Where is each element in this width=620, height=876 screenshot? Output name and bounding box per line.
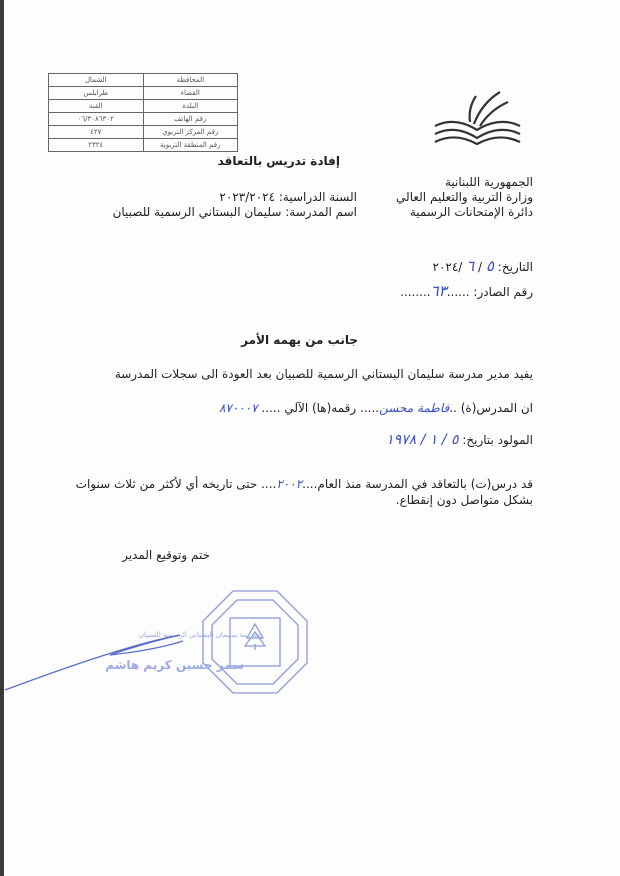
date-line: التاريخ: ٥ / ٦ /٢٠٢٤ [432, 257, 533, 275]
cell-value: ٢٣٢٤ [49, 139, 144, 152]
table-row [49, 100, 238, 113]
issue-label: رقم الصادر: [473, 285, 533, 299]
school-year [219, 190, 357, 204]
header-department: دائرة الإمتحانات الرسمية [409, 205, 533, 219]
body-last-line: بشكل متواصل دون إنقطاع. [395, 493, 533, 507]
date-label: التاريخ: [497, 260, 533, 274]
school-value: سليمان البستاني الرسمية للصبيان [112, 205, 282, 219]
info-table [48, 73, 238, 152]
teacher-line: ان المدرس(ة) ..فاطمة محسن..... رقمه(ها) الآلي ..... ٨٧٠٠٠٧ [218, 401, 533, 415]
table-row [49, 74, 238, 87]
birth-value: ٥ / ١ / ١٩٧٨ [386, 432, 459, 448]
table-row [49, 126, 238, 139]
date-year: /٢٠٢٤ [432, 260, 463, 274]
since-label: قد درس(ت) بالتعاقد في المدرسة منذ العام [317, 477, 533, 491]
teacher-name: فاطمة محسن [379, 401, 450, 415]
header-republic: الجمهورية اللبنانية [444, 175, 533, 189]
teacher-label: ان المدرس(ة) [460, 401, 533, 415]
header-ministry: وزارة التربية والتعليم العالي [396, 190, 533, 204]
school-label: اسم المدرسة: [285, 205, 357, 219]
body-line-1: يفيد مدير مدرسة سليمان البستاني الرسمية للصبيان بعد العودة الى سجلات المدرسة [114, 367, 533, 381]
ministry-book-logo-icon [430, 88, 525, 146]
cell-label: المحافظة [143, 74, 238, 87]
signature-scribble-icon [5, 615, 245, 695]
year-value: ٢٠٢٣/٢٠٢٤ [219, 190, 276, 204]
cell-value: ٤٢٧ [49, 126, 144, 139]
stamp-text: مدرسة سليمان البستاني الرسمية للصبيان [138, 631, 260, 639]
year-label: السنة الدراسية: [278, 190, 357, 204]
scan-edge [0, 0, 4, 876]
signature-label: ختم وتوقيع المدير [122, 548, 210, 562]
issue-value: ٦٣ [430, 282, 447, 300]
date-day: ٥ [485, 257, 494, 275]
cell-value: الشمال [49, 74, 144, 87]
signer-name: سمر حسين كريم هاشم [105, 658, 244, 672]
birth-label: المولود بتاريخ: [462, 433, 533, 447]
date-month: ٦ [466, 257, 475, 275]
cell-label: رقم المنطقة التربوية [143, 139, 238, 152]
since-line: قد درس(ت) بالتعاقد في المدرسة منذ العام....٢٠٠٢.... حتى تاريخه أي لأكثر من ثلاث سنوات [75, 477, 533, 491]
table-row [49, 113, 238, 126]
cell-label: القضاء [143, 87, 238, 100]
cell-value: طرابلس [49, 87, 144, 100]
teacher-number: ٨٧٠٠٠٧ [218, 401, 258, 415]
cell-value: القبة [49, 100, 144, 113]
salutation: جانب من يهمه الأمر [241, 333, 358, 347]
cell-label: رقم الهاتف [143, 113, 238, 126]
birth-line [386, 432, 533, 448]
cell-label: البلدة [143, 100, 238, 113]
school-name [113, 205, 357, 219]
since-year: ٢٠٠٢ [276, 477, 303, 491]
cell-value: ٠٦/٣٠٨٦٣٠٢ [49, 113, 144, 126]
document-title: إفادة تدريس بالتعاقد [217, 154, 340, 168]
cell-label: رقم المركز التربوي [143, 126, 238, 139]
issue-line: رقم الصادر: ......٦٣........ [400, 282, 533, 300]
number-label: رقمه(ها) الآلي [284, 401, 357, 415]
table-row [49, 139, 238, 152]
since-post: حتى تاريخه أي لأكثر من ثلاث سنوات [75, 477, 258, 491]
table-row [49, 87, 238, 100]
